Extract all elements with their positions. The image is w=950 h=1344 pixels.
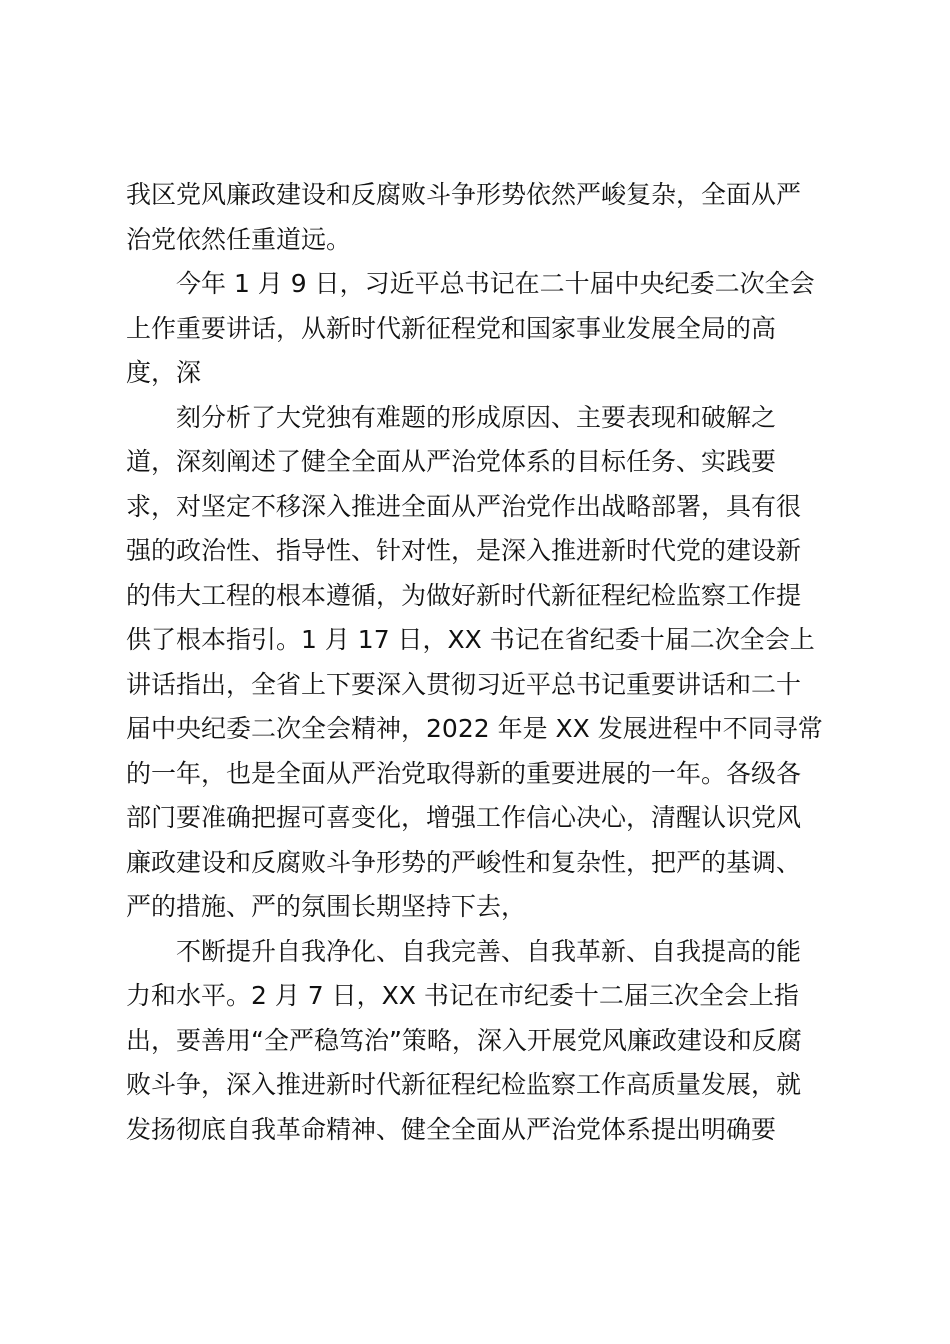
text-line: 力和水平。2 月 7 日，XX 书记在市纪委十二届三次全会上指	[126, 981, 799, 1010]
text-line: 求，对坚定不移深入推进全面从严治党作出战略部署，具有很	[126, 491, 802, 521]
text-line: 届中央纪委二次全会精神，2022 年是 XX 发展进程中不同寻常	[126, 714, 823, 743]
text-line: 发扬彻底自我革命精神、健全全面从严治党体系提出明确要	[126, 1114, 777, 1144]
text-line: 上作重要讲话，从新时代新征程党和国家事业发展全局的高	[126, 313, 777, 343]
text-line: 严的措施、严的氛围长期坚持下去，	[126, 892, 527, 921]
text-line: 治党依然任重道远。	[126, 224, 352, 254]
text-line: 廉政建设和反腐败斗争形势的严峻性和复杂性，把严的基调、	[126, 847, 802, 877]
text-line: 部门要准确把握可喜变化，增强工作信心决心，清醒认识党风	[126, 803, 802, 832]
text-line: 强的政治性、指导性、针对性，是深入推进新时代党的建设新	[126, 536, 802, 565]
text-line: 的一年，也是全面从严治党取得新的重要进展的一年。各级各	[126, 758, 802, 788]
text-line: 败斗争，深入推进新时代新征程纪检监察工作高质量发展，就	[126, 1070, 802, 1099]
text-line: 度，深	[126, 358, 202, 387]
text-line: 今年 1 月 9 日，习近平总书记在二十届中央纪委二次全会	[176, 269, 815, 298]
text-line: 出，要善用“全严稳笃治”策略，深入开展党风廉政建设和反腐	[126, 1025, 802, 1055]
body-text	[126, 173, 846, 1152]
text-line: 供了根本指引。1 月 17 日，XX 书记在省纪委十届二次全会上	[126, 625, 815, 654]
text-line: 讲话指出，全省上下要深入贯彻习近平总书记重要讲话和二十	[126, 669, 802, 699]
text-line: 不断提升自我净化、自我完善、自我革新、自我提高的能	[176, 936, 802, 966]
text-line: 的伟大工程的根本遵循，为做好新时代新征程纪检监察工作提	[126, 580, 802, 610]
text-line: 我区党风廉政建设和反腐败斗争形势依然严峻复杂，全面从严	[126, 180, 802, 209]
text-line: 刻分析了大党独有难题的形成原因、主要表现和破解之	[176, 402, 777, 432]
text-line: 道，深刻阐述了健全全面从严治党体系的目标任务、实践要	[126, 447, 777, 476]
